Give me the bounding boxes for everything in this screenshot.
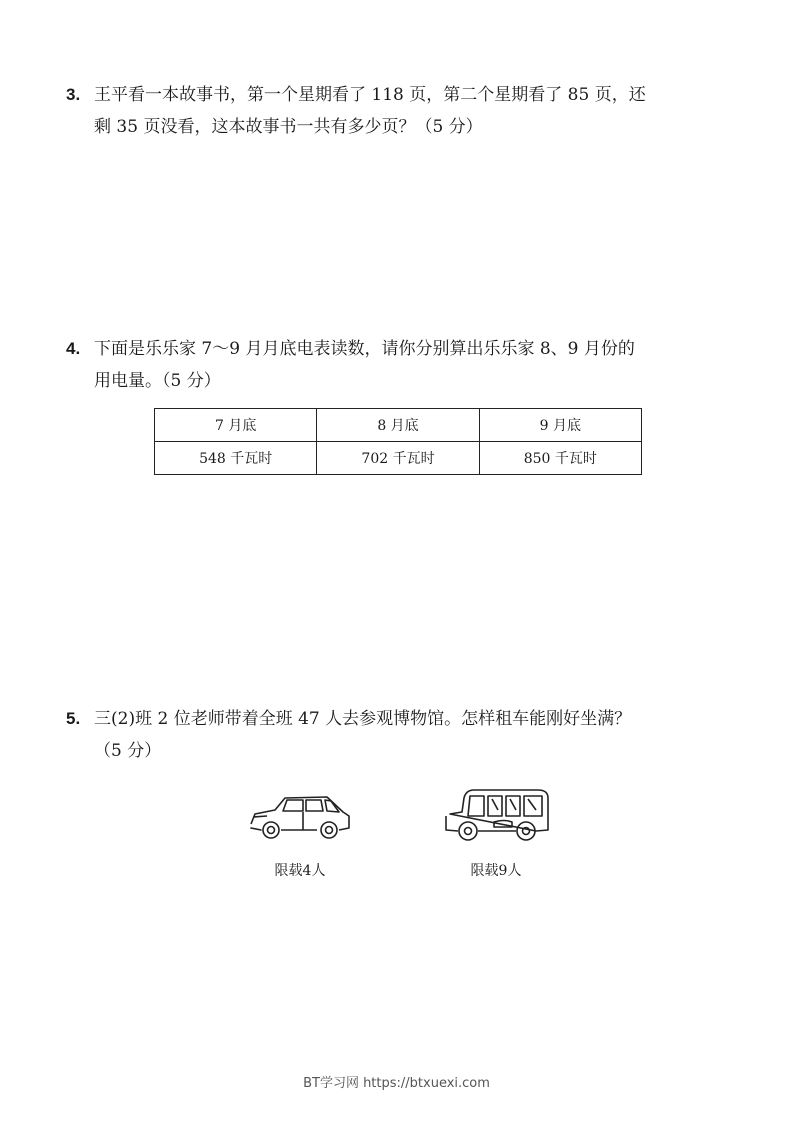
question-5 — [66, 703, 726, 767]
question-3 — [66, 79, 726, 143]
table-header-row — [155, 409, 642, 442]
question-5-number: 5. — [66, 709, 81, 728]
question-4-number: 4. — [66, 339, 81, 358]
question-4-line2: 用电量。（5 分） — [94, 371, 221, 391]
question-4-text: 下面是乐乐家 7～9 月月底电表读数，请你分别算出乐乐家 8、9 月份的 — [94, 339, 635, 359]
table-header-cell: 9 月底 — [479, 409, 641, 442]
car-icon — [245, 790, 355, 848]
question-5-line1 — [66, 703, 726, 735]
car-capacity-label: 限载4人 — [274, 863, 326, 879]
question-3-line2: 剩 35 页没看，这本故事书一共有多少页？（5 分） — [94, 117, 483, 137]
table-header-cell: 7 月底 — [155, 409, 317, 442]
question-3-line1 — [66, 79, 726, 111]
question-5-text: 三(2)班 2 位老师带着全班 47 人去参观博物馆。怎样租车能刚好坐满？ — [94, 709, 632, 729]
table-cell: 850 千瓦时 — [479, 442, 641, 475]
van-capacity-label: 限载9人 — [470, 863, 522, 879]
question-4 — [66, 333, 726, 397]
question-3-text: 王平看一本故事书，第一个星期看了 118 页，第二个星期看了 85 页，还 — [94, 85, 646, 105]
van-figure — [438, 786, 554, 880]
footer-watermark: BT学习网 https://btxuexi.com — [303, 1076, 490, 1091]
table-cell: 702 千瓦时 — [317, 442, 479, 475]
question-5-line2: （5 分） — [94, 741, 162, 761]
car-figure — [245, 790, 355, 880]
table-row — [155, 442, 642, 475]
table-cell: 548 千瓦时 — [155, 442, 317, 475]
table-header-cell: 8 月底 — [317, 409, 479, 442]
question-3-number: 3. — [66, 85, 81, 104]
question-4-line1 — [66, 333, 726, 365]
meter-reading-table — [154, 408, 642, 475]
van-icon — [438, 786, 554, 848]
